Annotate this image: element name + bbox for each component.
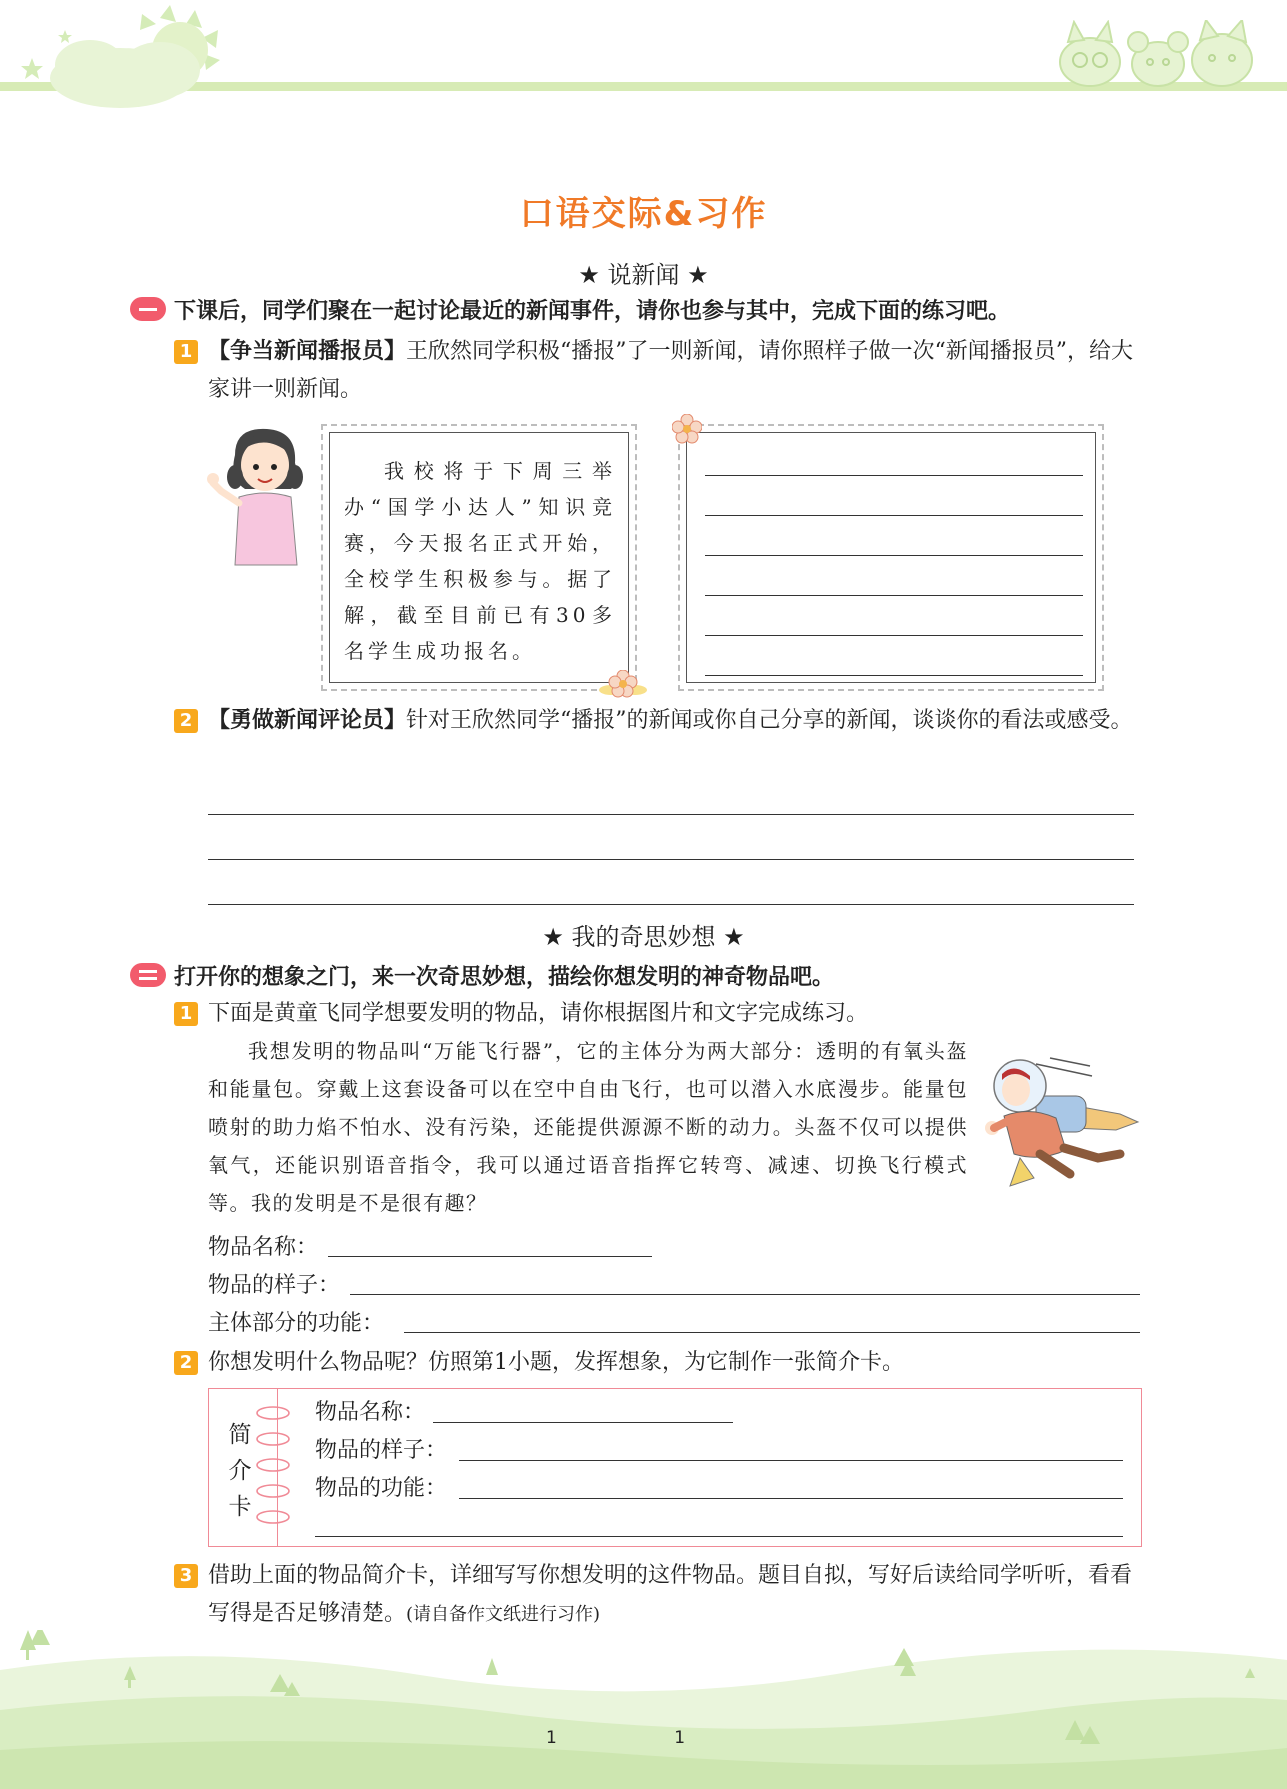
answer-line[interactable] (208, 859, 1134, 860)
intro-card (208, 1388, 1142, 1547)
intro-extra-blank[interactable] (315, 1536, 1123, 1537)
question-number-badge: 2 (174, 1351, 198, 1375)
invention-story: 我想发明的物品叫“万能飞行器”，它的主体分为两大部分：透明的有氧头盔和能量包。穿戴上这套设备可以在空中自由飞行，也可以潜入水底漫步。能量包喷射的助力焰不怕水、没有污染，还能提供源源不断的动力。头盔不仅可以提供氧气，还能识别语音指令，我可以通过语音指挥它转弯、减速、切换飞行模式等。我的发明是不是很有趣？ (208, 1039, 968, 1215)
question-number-badge: 1 (174, 340, 198, 364)
news-q2-title: 【勇做新闻评论员】 (208, 708, 407, 733)
item-look-blank[interactable] (350, 1294, 1140, 1295)
writing-line[interactable] (705, 475, 1083, 476)
question-number-badge: 1 (174, 1002, 198, 1026)
news-card-text: 我校将于下周三举办“国学小达人”知识竞赛，今天报名正式开始，全校学生积极参与。据了解，截至目前已有30多名学生成功报名。 (344, 459, 616, 663)
field-label-item-look: 物品的样子： (208, 1273, 341, 1298)
question-number-badge: 3 (174, 1564, 198, 1588)
writing-line[interactable] (705, 675, 1083, 676)
news-writing-card (678, 424, 1104, 691)
news-q2-body: 针对王欣然同学“播报”的新闻或你自己分享的新闻，谈谈你的看法或感受。 (406, 708, 1133, 733)
idea-section-heading: ★ 我的奇思妙想 ★ (542, 923, 745, 951)
intro-name-blank[interactable] (433, 1422, 733, 1423)
intro-card-side-label: 简介卡 (228, 1422, 252, 1520)
news-writing-card-border (686, 432, 1096, 683)
news-q1-title: 【争当新闻播报员】 (208, 339, 407, 364)
flower-icon (597, 670, 649, 700)
idea-section-instruction: 打开你的想象之门，来一次奇思妙想，描绘你想发明的神奇物品吧。 (174, 965, 835, 990)
intro-label-function: 物品的功能： (315, 1476, 448, 1501)
sun-cloud-decoration (20, 0, 240, 115)
section-badge-two (130, 963, 166, 987)
idea-q3-text (208, 1557, 1143, 1634)
writing-line[interactable] (705, 595, 1083, 596)
idea-q3-body: 借助上面的物品简介卡，详细写写你想发明的这件物品。题目自拟，写好后读给同学听听，看看写得是否足够清楚。 (208, 1563, 1133, 1626)
binder-rings-icon (253, 1403, 297, 1533)
news-q1-body: 王欣然同学积极“播报”了一则新闻，请你照样子做一次“新闻播报员”，给大家讲一则新闻。 (208, 339, 1134, 402)
answer-line[interactable] (208, 904, 1134, 905)
writing-line[interactable] (705, 635, 1083, 636)
writing-line[interactable] (705, 555, 1083, 556)
news-q1-text (208, 333, 1143, 409)
intro-function-blank[interactable] (459, 1498, 1123, 1499)
news-sample-card (321, 424, 637, 691)
intro-look-blank[interactable] (459, 1460, 1123, 1461)
hills-footer-decoration (0, 1630, 1287, 1789)
question-number-badge: 2 (174, 709, 198, 733)
animal-faces-decoration (1050, 20, 1260, 90)
news-section-instruction: 下课后，同学们聚在一起讨论最近的新闻事件，请你也参与其中，完成下面的练习吧。 (174, 299, 1011, 324)
writing-line[interactable] (705, 515, 1083, 516)
idea-q3-note: (请自备作文纸进行习作) (406, 1604, 601, 1625)
news-card-border (329, 432, 629, 683)
page-title: 口语交际&习作 (519, 194, 768, 234)
news-section-heading: ★ 说新闻 ★ (578, 261, 709, 289)
intro-label-look: 物品的样子： (315, 1438, 448, 1463)
news-q2-text (208, 702, 1143, 740)
field-label-item-function: 主体部分的功能： (208, 1311, 385, 1336)
answer-line[interactable] (208, 814, 1134, 815)
idea-q2-text: 你想发明什么物品呢？仿照第1小题，发挥想象，为它制作一张简介卡。 (208, 1350, 904, 1375)
field-label-item-name: 物品名称： (208, 1235, 319, 1260)
intro-label-name: 物品名称： (315, 1400, 426, 1425)
girl-illustration (205, 425, 315, 575)
item-function-blank[interactable] (404, 1332, 1140, 1333)
item-name-blank[interactable] (328, 1256, 652, 1257)
astronaut-illustration (980, 1050, 1140, 1190)
idea-q1-text: 下面是黄童飞同学想要发明的物品，请你根据图片和文字完成练习。 (208, 1001, 869, 1026)
section-badge-one (130, 297, 166, 321)
page-number: 1 1 (545, 1728, 742, 1748)
flower-icon (672, 414, 702, 444)
